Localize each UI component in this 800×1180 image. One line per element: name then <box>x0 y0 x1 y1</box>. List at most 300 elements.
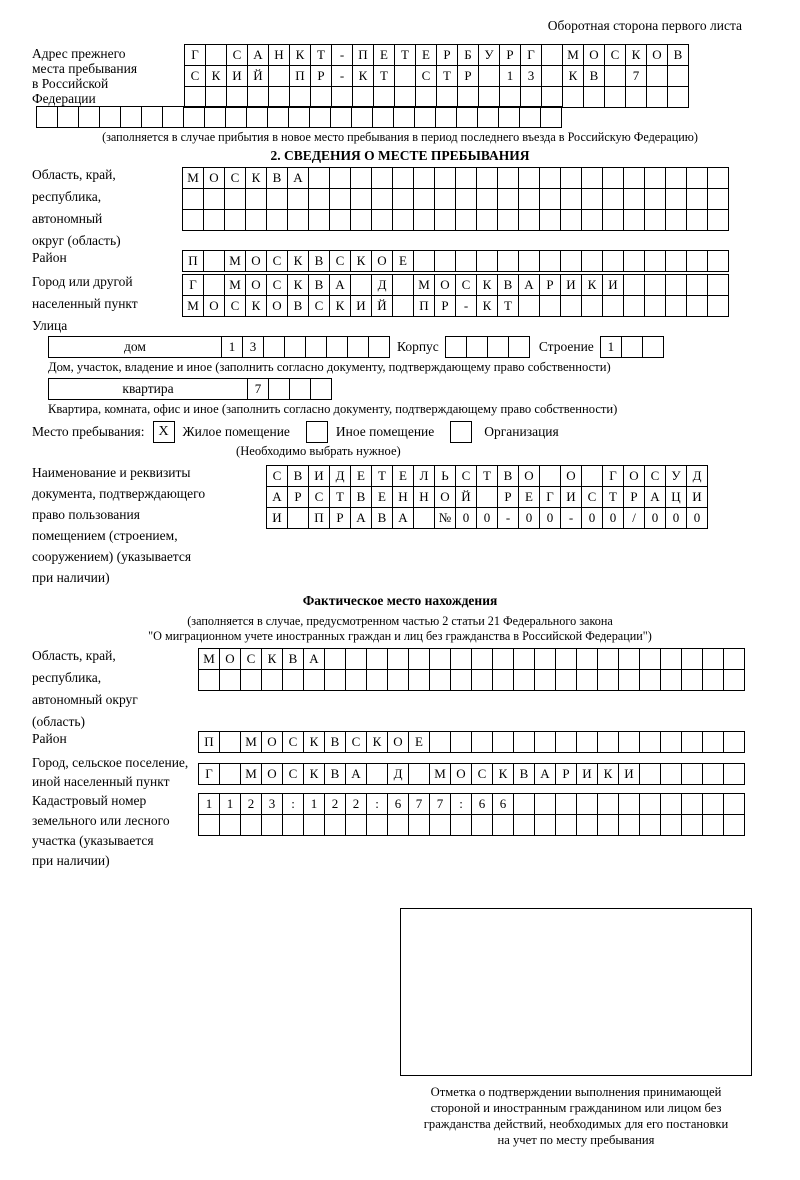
form-cell[interactable] <box>246 106 268 128</box>
form-cell[interactable]: Й <box>371 295 393 317</box>
form-cell[interactable]: 1 <box>219 793 241 815</box>
form-cell[interactable]: Й <box>455 486 477 508</box>
form-cell[interactable]: Н <box>413 486 435 508</box>
form-cell[interactable]: В <box>287 295 309 317</box>
form-cell[interactable] <box>455 188 477 210</box>
form-cell[interactable]: Й <box>247 65 269 87</box>
form-cell[interactable]: С <box>581 486 603 508</box>
form-cell[interactable]: Д <box>387 763 409 785</box>
form-cell[interactable] <box>198 814 220 836</box>
form-cell[interactable] <box>219 669 241 691</box>
form-cell[interactable]: Г <box>539 486 561 508</box>
form-cell[interactable] <box>539 188 561 210</box>
form-cell[interactable]: М <box>224 274 246 296</box>
form-cell[interactable] <box>581 167 603 189</box>
form-cell[interactable] <box>539 167 561 189</box>
form-cell[interactable] <box>707 209 729 231</box>
form-cell[interactable]: 1 <box>303 793 325 815</box>
form-cell[interactable] <box>702 793 724 815</box>
form-cell[interactable] <box>702 648 724 670</box>
form-cell[interactable] <box>644 209 666 231</box>
form-cell[interactable] <box>310 86 332 108</box>
form-cell[interactable] <box>513 731 535 753</box>
form-cell[interactable]: С <box>240 648 262 670</box>
form-cell[interactable] <box>284 336 306 358</box>
form-cell[interactable] <box>224 209 246 231</box>
form-cell[interactable]: 6 <box>387 793 409 815</box>
form-cell[interactable] <box>639 763 661 785</box>
form-cell[interactable] <box>644 295 666 317</box>
form-cell[interactable] <box>707 295 729 317</box>
form-cell[interactable] <box>392 188 414 210</box>
form-cell[interactable] <box>371 188 393 210</box>
form-cell[interactable]: У <box>665 465 687 487</box>
form-cell[interactable] <box>203 188 225 210</box>
form-cell[interactable] <box>36 106 58 128</box>
form-cell[interactable] <box>665 250 687 272</box>
form-cell[interactable] <box>702 763 724 785</box>
form-cell[interactable] <box>429 814 451 836</box>
form-cell[interactable] <box>371 209 393 231</box>
form-cell[interactable] <box>345 814 367 836</box>
form-cell[interactable]: К <box>329 295 351 317</box>
form-cell[interactable] <box>576 814 598 836</box>
form-cell[interactable]: Г <box>602 465 624 487</box>
form-cell[interactable] <box>665 167 687 189</box>
form-cell[interactable] <box>534 793 556 815</box>
form-cell[interactable]: А <box>266 486 288 508</box>
form-cell[interactable] <box>602 295 624 317</box>
form-cell[interactable] <box>476 188 498 210</box>
form-cell[interactable] <box>681 731 703 753</box>
form-cell[interactable]: - <box>331 65 353 87</box>
form-cell[interactable] <box>476 486 498 508</box>
form-cell[interactable]: О <box>371 250 393 272</box>
form-cell[interactable]: Р <box>287 486 309 508</box>
form-cell[interactable] <box>539 295 561 317</box>
form-cell[interactable]: Ц <box>665 486 687 508</box>
form-cell[interactable] <box>352 86 374 108</box>
form-cell[interactable]: 3 <box>520 65 542 87</box>
form-cell[interactable] <box>602 188 624 210</box>
form-cell[interactable] <box>266 209 288 231</box>
form-cell[interactable]: : <box>450 793 472 815</box>
form-cell[interactable] <box>287 188 309 210</box>
form-cell[interactable]: И <box>226 65 248 87</box>
form-cell[interactable] <box>434 250 456 272</box>
form-cell[interactable] <box>392 274 414 296</box>
form-cell[interactable] <box>644 274 666 296</box>
form-cell[interactable]: 0 <box>539 507 561 529</box>
form-cell[interactable]: С <box>266 274 288 296</box>
form-cell[interactable] <box>372 106 394 128</box>
form-cell[interactable]: Е <box>408 731 430 753</box>
form-cell[interactable] <box>393 106 415 128</box>
form-cell[interactable] <box>436 86 458 108</box>
form-cell[interactable] <box>247 86 269 108</box>
form-cell[interactable] <box>597 669 619 691</box>
form-cell[interactable]: О <box>261 731 283 753</box>
form-cell[interactable]: Т <box>602 486 624 508</box>
form-cell[interactable] <box>513 814 535 836</box>
form-cell[interactable]: В <box>371 507 393 529</box>
form-cell[interactable]: К <box>261 648 283 670</box>
form-cell[interactable] <box>326 336 348 358</box>
form-cell[interactable] <box>387 669 409 691</box>
form-cell[interactable] <box>618 793 640 815</box>
form-cell[interactable] <box>540 106 562 128</box>
form-cell[interactable] <box>660 793 682 815</box>
form-cell[interactable] <box>476 167 498 189</box>
form-cell[interactable] <box>541 65 563 87</box>
form-cell[interactable] <box>392 295 414 317</box>
form-cell[interactable] <box>623 188 645 210</box>
form-cell[interactable]: 0 <box>686 507 708 529</box>
form-cell[interactable] <box>413 250 435 272</box>
form-cell[interactable]: М <box>182 167 204 189</box>
form-cell[interactable] <box>681 648 703 670</box>
form-cell[interactable] <box>203 250 225 272</box>
place-type-residential-checkbox[interactable]: X <box>153 421 175 443</box>
form-cell[interactable]: И <box>560 274 582 296</box>
form-cell[interactable]: В <box>308 250 330 272</box>
form-cell[interactable] <box>455 250 477 272</box>
form-cell[interactable] <box>268 65 290 87</box>
form-cell[interactable] <box>686 250 708 272</box>
form-cell[interactable] <box>681 814 703 836</box>
form-cell[interactable] <box>330 106 352 128</box>
form-cell[interactable]: К <box>597 763 619 785</box>
form-cell[interactable]: М <box>562 44 584 66</box>
form-cell[interactable] <box>604 86 626 108</box>
form-cell[interactable] <box>182 209 204 231</box>
form-cell[interactable] <box>602 209 624 231</box>
form-cell[interactable]: И <box>308 465 330 487</box>
form-cell[interactable]: И <box>266 507 288 529</box>
form-cell[interactable] <box>508 336 530 358</box>
form-cell[interactable]: Е <box>373 44 395 66</box>
form-cell[interactable]: К <box>287 250 309 272</box>
form-cell[interactable] <box>560 209 582 231</box>
form-cell[interactable] <box>681 763 703 785</box>
form-cell[interactable]: В <box>324 731 346 753</box>
form-cell[interactable]: К <box>476 295 498 317</box>
form-cell[interactable] <box>707 188 729 210</box>
form-cell[interactable] <box>141 106 163 128</box>
form-cell[interactable]: С <box>455 465 477 487</box>
form-cell[interactable] <box>219 814 241 836</box>
form-cell[interactable] <box>182 188 204 210</box>
form-cell[interactable] <box>539 465 561 487</box>
form-cell[interactable]: 1 <box>221 336 243 358</box>
form-cell[interactable] <box>707 167 729 189</box>
form-cell[interactable]: Т <box>394 44 416 66</box>
form-cell[interactable] <box>686 209 708 231</box>
form-cell[interactable] <box>224 188 246 210</box>
form-cell[interactable] <box>555 793 577 815</box>
form-cell[interactable]: О <box>583 44 605 66</box>
form-cell[interactable] <box>331 86 353 108</box>
form-cell[interactable] <box>623 274 645 296</box>
form-cell[interactable]: 7 <box>247 378 269 400</box>
form-cell[interactable] <box>345 669 367 691</box>
form-cell[interactable]: К <box>476 274 498 296</box>
form-cell[interactable] <box>625 86 647 108</box>
form-cell[interactable] <box>707 250 729 272</box>
form-cell[interactable] <box>414 106 436 128</box>
form-cell[interactable]: Д <box>371 274 393 296</box>
form-cell[interactable] <box>305 336 327 358</box>
form-cell[interactable]: С <box>282 731 304 753</box>
form-cell[interactable]: С <box>455 274 477 296</box>
form-cell[interactable]: 3 <box>261 793 283 815</box>
form-cell[interactable]: А <box>303 648 325 670</box>
form-cell[interactable] <box>99 106 121 128</box>
form-cell[interactable]: - <box>455 295 477 317</box>
form-cell[interactable]: А <box>392 507 414 529</box>
form-cell[interactable]: А <box>287 167 309 189</box>
form-cell[interactable]: 0 <box>644 507 666 529</box>
form-cell[interactable]: Д <box>686 465 708 487</box>
form-cell[interactable]: П <box>198 731 220 753</box>
form-cell[interactable]: О <box>623 465 645 487</box>
form-cell[interactable] <box>665 295 687 317</box>
form-cell[interactable] <box>513 793 535 815</box>
form-cell[interactable]: И <box>560 486 582 508</box>
form-cell[interactable] <box>513 648 535 670</box>
form-cell[interactable] <box>261 669 283 691</box>
form-cell[interactable] <box>660 814 682 836</box>
form-cell[interactable] <box>560 295 582 317</box>
form-cell[interactable] <box>576 669 598 691</box>
form-cell[interactable]: А <box>534 763 556 785</box>
form-cell[interactable]: Р <box>623 486 645 508</box>
form-cell[interactable] <box>183 106 205 128</box>
form-cell[interactable] <box>471 731 493 753</box>
form-cell[interactable]: Р <box>310 65 332 87</box>
form-cell[interactable] <box>723 669 745 691</box>
form-cell[interactable] <box>618 669 640 691</box>
form-cell[interactable]: 1 <box>499 65 521 87</box>
form-cell[interactable]: 1 <box>198 793 220 815</box>
form-cell[interactable]: Р <box>457 65 479 87</box>
form-cell[interactable] <box>623 250 645 272</box>
form-cell[interactable] <box>392 167 414 189</box>
form-cell[interactable] <box>476 250 498 272</box>
form-cell[interactable] <box>686 167 708 189</box>
form-cell[interactable] <box>665 209 687 231</box>
form-cell[interactable]: Р <box>434 295 456 317</box>
form-cell[interactable] <box>240 669 262 691</box>
form-cell[interactable]: Р <box>436 44 458 66</box>
form-cell[interactable]: Г <box>184 44 206 66</box>
form-cell[interactable]: С <box>266 250 288 272</box>
form-cell[interactable] <box>413 188 435 210</box>
form-cell[interactable]: С <box>308 295 330 317</box>
form-cell[interactable] <box>408 669 430 691</box>
form-cell[interactable] <box>282 814 304 836</box>
form-cell[interactable] <box>268 86 290 108</box>
form-cell[interactable]: В <box>324 763 346 785</box>
form-cell[interactable]: О <box>245 250 267 272</box>
form-cell[interactable] <box>660 648 682 670</box>
form-cell[interactable] <box>478 65 500 87</box>
form-cell[interactable]: М <box>240 763 262 785</box>
form-cell[interactable]: Г <box>182 274 204 296</box>
form-cell[interactable] <box>268 378 290 400</box>
form-cell[interactable]: О <box>450 763 472 785</box>
form-cell[interactable]: Н <box>392 486 414 508</box>
form-cell[interactable] <box>413 209 435 231</box>
form-cell[interactable]: И <box>602 274 624 296</box>
form-cell[interactable]: П <box>413 295 435 317</box>
form-cell[interactable]: А <box>350 507 372 529</box>
form-cell[interactable]: А <box>644 486 666 508</box>
form-cell[interactable]: В <box>266 167 288 189</box>
form-cell[interactable] <box>639 814 661 836</box>
form-cell[interactable]: Г <box>198 763 220 785</box>
form-cell[interactable] <box>184 86 206 108</box>
form-cell[interactable]: П <box>352 44 374 66</box>
form-cell[interactable]: В <box>513 763 535 785</box>
form-cell[interactable] <box>576 731 598 753</box>
form-cell[interactable] <box>288 106 310 128</box>
form-cell[interactable] <box>476 209 498 231</box>
form-cell[interactable] <box>415 86 437 108</box>
form-cell[interactable] <box>368 336 390 358</box>
form-cell[interactable]: С <box>345 731 367 753</box>
form-cell[interactable]: 0 <box>476 507 498 529</box>
form-cell[interactable]: С <box>471 763 493 785</box>
form-cell[interactable] <box>204 106 226 128</box>
form-cell[interactable] <box>408 814 430 836</box>
form-cell[interactable] <box>667 86 689 108</box>
form-cell[interactable]: О <box>518 465 540 487</box>
form-cell[interactable]: К <box>625 44 647 66</box>
form-cell[interactable]: К <box>350 250 372 272</box>
form-cell[interactable] <box>450 814 472 836</box>
form-cell[interactable]: 0 <box>581 507 603 529</box>
form-cell[interactable] <box>455 167 477 189</box>
form-cell[interactable] <box>289 86 311 108</box>
form-cell[interactable] <box>492 648 514 670</box>
form-cell[interactable] <box>723 648 745 670</box>
form-cell[interactable]: Р <box>539 274 561 296</box>
form-cell[interactable]: Т <box>476 465 498 487</box>
form-cell[interactable]: А <box>247 44 269 66</box>
form-cell[interactable]: 0 <box>665 507 687 529</box>
form-cell[interactable]: 2 <box>324 793 346 815</box>
form-cell[interactable]: М <box>182 295 204 317</box>
form-cell[interactable] <box>681 669 703 691</box>
form-cell[interactable] <box>492 814 514 836</box>
form-cell[interactable] <box>541 44 563 66</box>
form-cell[interactable]: И <box>686 486 708 508</box>
form-cell[interactable] <box>309 106 331 128</box>
form-cell[interactable]: Л <box>413 465 435 487</box>
form-cell[interactable]: П <box>289 65 311 87</box>
form-cell[interactable]: В <box>308 274 330 296</box>
form-cell[interactable]: О <box>245 274 267 296</box>
form-cell[interactable] <box>445 336 467 358</box>
form-cell[interactable]: Д <box>329 465 351 487</box>
form-cell[interactable] <box>581 188 603 210</box>
form-cell[interactable] <box>581 295 603 317</box>
form-cell[interactable]: О <box>434 274 456 296</box>
form-cell[interactable] <box>57 106 79 128</box>
form-cell[interactable]: В <box>583 65 605 87</box>
form-cell[interactable]: И <box>618 763 640 785</box>
form-cell[interactable]: 7 <box>429 793 451 815</box>
form-cell[interactable]: В <box>497 465 519 487</box>
form-cell[interactable]: С <box>415 65 437 87</box>
form-cell[interactable] <box>408 763 430 785</box>
form-cell[interactable]: В <box>350 486 372 508</box>
form-cell[interactable]: 1 <box>600 336 622 358</box>
form-cell[interactable] <box>665 274 687 296</box>
form-cell[interactable]: Е <box>371 486 393 508</box>
form-cell[interactable] <box>644 188 666 210</box>
form-cell[interactable] <box>471 669 493 691</box>
form-cell[interactable] <box>623 209 645 231</box>
form-cell[interactable]: К <box>245 167 267 189</box>
form-cell[interactable]: С <box>644 465 666 487</box>
form-cell[interactable] <box>205 44 227 66</box>
form-cell[interactable]: 7 <box>408 793 430 815</box>
form-cell[interactable] <box>639 793 661 815</box>
form-cell[interactable]: Е <box>392 250 414 272</box>
form-cell[interactable]: О <box>219 648 241 670</box>
form-cell[interactable]: П <box>308 507 330 529</box>
form-cell[interactable] <box>562 86 584 108</box>
form-cell[interactable] <box>497 250 519 272</box>
form-cell[interactable]: О <box>203 295 225 317</box>
form-cell[interactable]: В <box>667 44 689 66</box>
form-cell[interactable]: А <box>329 274 351 296</box>
form-cell[interactable] <box>203 274 225 296</box>
form-cell[interactable]: К <box>287 274 309 296</box>
form-cell[interactable] <box>457 86 479 108</box>
form-cell[interactable]: Е <box>415 44 437 66</box>
form-cell[interactable]: Р <box>555 763 577 785</box>
form-cell[interactable] <box>497 209 519 231</box>
form-cell[interactable] <box>576 648 598 670</box>
form-cell[interactable] <box>534 648 556 670</box>
form-cell[interactable] <box>366 763 388 785</box>
form-cell[interactable]: К <box>303 731 325 753</box>
form-cell[interactable] <box>387 648 409 670</box>
form-cell[interactable] <box>723 731 745 753</box>
form-cell[interactable] <box>303 669 325 691</box>
form-cell[interactable] <box>541 86 563 108</box>
form-cell[interactable] <box>408 648 430 670</box>
form-cell[interactable] <box>371 167 393 189</box>
form-cell[interactable] <box>245 188 267 210</box>
form-cell[interactable] <box>642 336 664 358</box>
form-cell[interactable] <box>450 731 472 753</box>
form-cell[interactable]: К <box>562 65 584 87</box>
form-cell[interactable]: К <box>366 731 388 753</box>
form-cell[interactable]: С <box>604 44 626 66</box>
form-cell[interactable]: - <box>331 44 353 66</box>
form-cell[interactable] <box>303 814 325 836</box>
form-cell[interactable] <box>478 86 500 108</box>
form-cell[interactable] <box>497 167 519 189</box>
form-cell[interactable] <box>308 209 330 231</box>
form-cell[interactable] <box>497 188 519 210</box>
form-cell[interactable] <box>534 814 556 836</box>
form-cell[interactable]: Т <box>436 65 458 87</box>
